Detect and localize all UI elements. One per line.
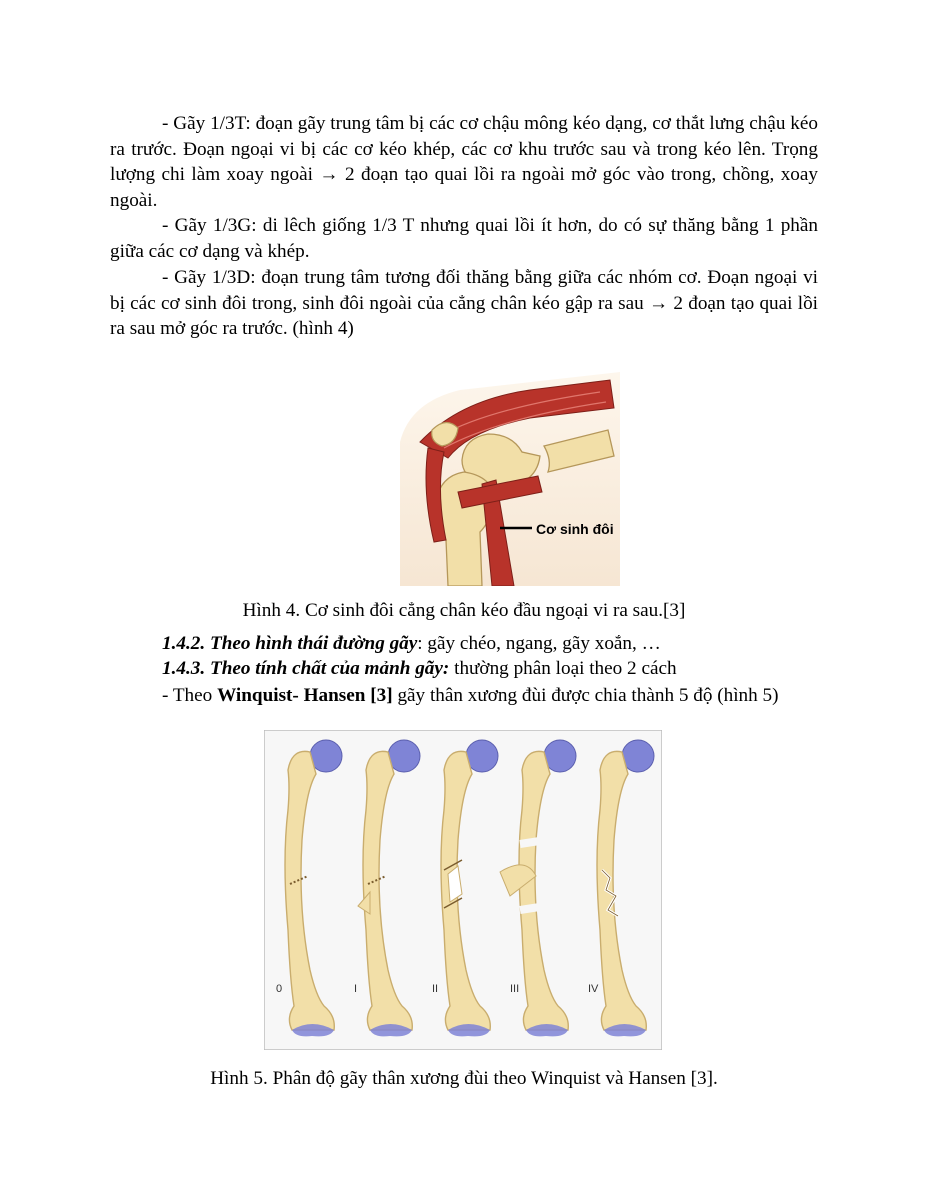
grade-label: II <box>432 983 439 995</box>
winquist-bold: Winquist- Hansen [3] <box>217 685 393 706</box>
section-text: : gãy chéo, ngang, gãy xoắn, … <box>417 633 661 654</box>
fracture-gap <box>520 906 546 910</box>
grade-label: IV <box>588 983 599 995</box>
paragraph-1/3G <box>110 213 818 264</box>
section-heading: 1.4.2. Theo hình thái đường gãy <box>162 633 418 654</box>
paragraph-text: - Gãy 1/3G: di lêch giống 1/3 T nhưng quai lồi ít hơn, do có sự thăng bằng 1 phần giữa các cơ dạng và khép. <box>110 215 818 262</box>
figure-4-caption: Hình 4. Cơ sinh đôi cẳng chân kéo đầu ngoại vi ra sau.[3] <box>242 600 686 621</box>
section-text: thường phân loại theo 2 cách <box>449 658 677 679</box>
section-1-4-3 <box>110 656 818 681</box>
paragraph-1/3D <box>110 265 818 342</box>
grade-label: 0 <box>276 983 283 995</box>
grade-label: I <box>354 983 358 995</box>
fracture-gap <box>520 840 546 844</box>
grade-label: III <box>510 983 520 995</box>
section-heading: 1.4.3. Theo tính chất của mảnh gãy: <box>162 658 450 679</box>
paragraph-1/3T <box>110 111 818 213</box>
figure-4-label: Cơ sinh đôi <box>536 521 614 537</box>
figure-4-knee-illustration <box>400 372 620 586</box>
figure-5-caption: Hình 5. Phân độ gãy thân xương đùi theo Winquist và Hansen [3]. <box>210 1068 718 1089</box>
paragraph-text: - Gãy 1/3D: đoạn trung tâm tương đối thăng bằng giữa các nhóm cơ. Đoạn ngoại vi bị các cơ sinh đôi trong, sinh đôi ngoài của cẳng chân kéo gập ra sau → 2 đoạn tạo quai lồi ra sau mở góc ra trước. (hình 4) <box>110 267 818 339</box>
winquist-prefix: - Theo <box>162 685 218 706</box>
winquist-suffix: gãy thân xương đùi được chia thành 5 độ (hình 5) <box>392 685 779 706</box>
winquist-paragraph <box>110 683 818 708</box>
figure-5-femur-grades <box>264 730 662 1050</box>
section-1-4-2 <box>110 631 818 656</box>
paragraph-text: - Gãy 1/3T: đoạn gãy trung tâm bị các cơ chậu mông kéo dạng, cơ thắt lưng chậu kéo ra trước. Đoạn ngoại vi bị các cơ kéo khép, các cơ khu trước sau và trong kéo lên. Trọng lượng chi làm xoay ngoài → 2 đoạn tạo quai lồi ra ngoài mở góc vào trong, chồng, xoay ngoài. <box>110 113 818 211</box>
